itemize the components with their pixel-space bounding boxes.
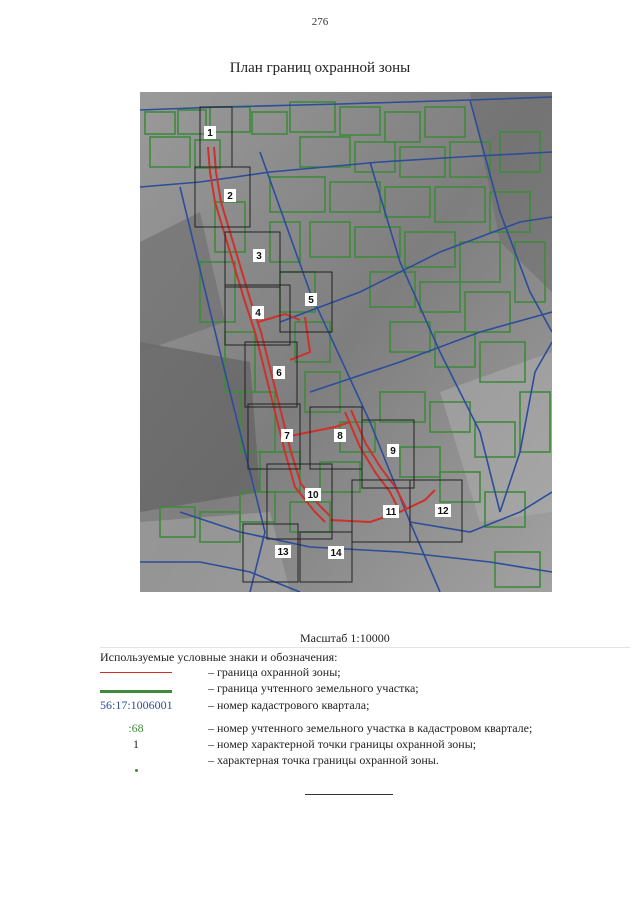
parcel-number-symbol: :68 (128, 721, 144, 735)
legend-text: – граница охранной зоны; (208, 665, 341, 679)
legend-text: – номер учтенного земельного участка в кадастровом квартале; (208, 721, 533, 735)
legend-text: – номер характерной точки границы охранной зоны; (208, 737, 477, 751)
sheet-label-10: 10 (307, 490, 319, 501)
sheet-label-9: 9 (390, 446, 396, 457)
cadastral-block-code: 56:17:1006001 (100, 698, 173, 712)
legend-header: Используемые условные знаки и обозначения: (100, 650, 338, 664)
sheet-label-7: 7 (284, 431, 290, 442)
point-number-symbol: 1 (133, 737, 139, 751)
legend-text: – характерная точка границы охранной зоны. (208, 753, 439, 767)
map-scale: Масштаб 1:10000 (300, 631, 390, 645)
field-area (140, 342, 260, 512)
dot-icon (135, 769, 138, 772)
point-symbol (100, 761, 172, 776)
sheet-label-2: 2 (227, 191, 233, 202)
sheet-label-11: 11 (385, 507, 397, 518)
legend-divider (100, 647, 630, 648)
sheet-label-6: 6 (276, 368, 282, 379)
map-image (140, 92, 552, 592)
page-number: 276 (311, 16, 329, 28)
legend-text: – номер кадастрового квартала; (208, 698, 370, 712)
sheet-label-13: 13 (277, 547, 289, 558)
red-line-symbol (100, 672, 172, 673)
sheet-label-14: 14 (330, 548, 342, 559)
legend-text: – граница учтенного земельного участка; (208, 681, 419, 695)
bottom-divider (305, 794, 393, 795)
sheet-label-3: 3 (256, 251, 262, 262)
sheet-label-12: 12 (437, 506, 449, 517)
sheet-label-8: 8 (337, 431, 343, 442)
sheet-label-4: 4 (255, 308, 261, 319)
green-line-symbol (100, 690, 172, 693)
sheet-label-5: 5 (308, 295, 314, 306)
sheet-label-1: 1 (207, 128, 213, 139)
plan-title: План границ охранной зоны (229, 60, 411, 76)
